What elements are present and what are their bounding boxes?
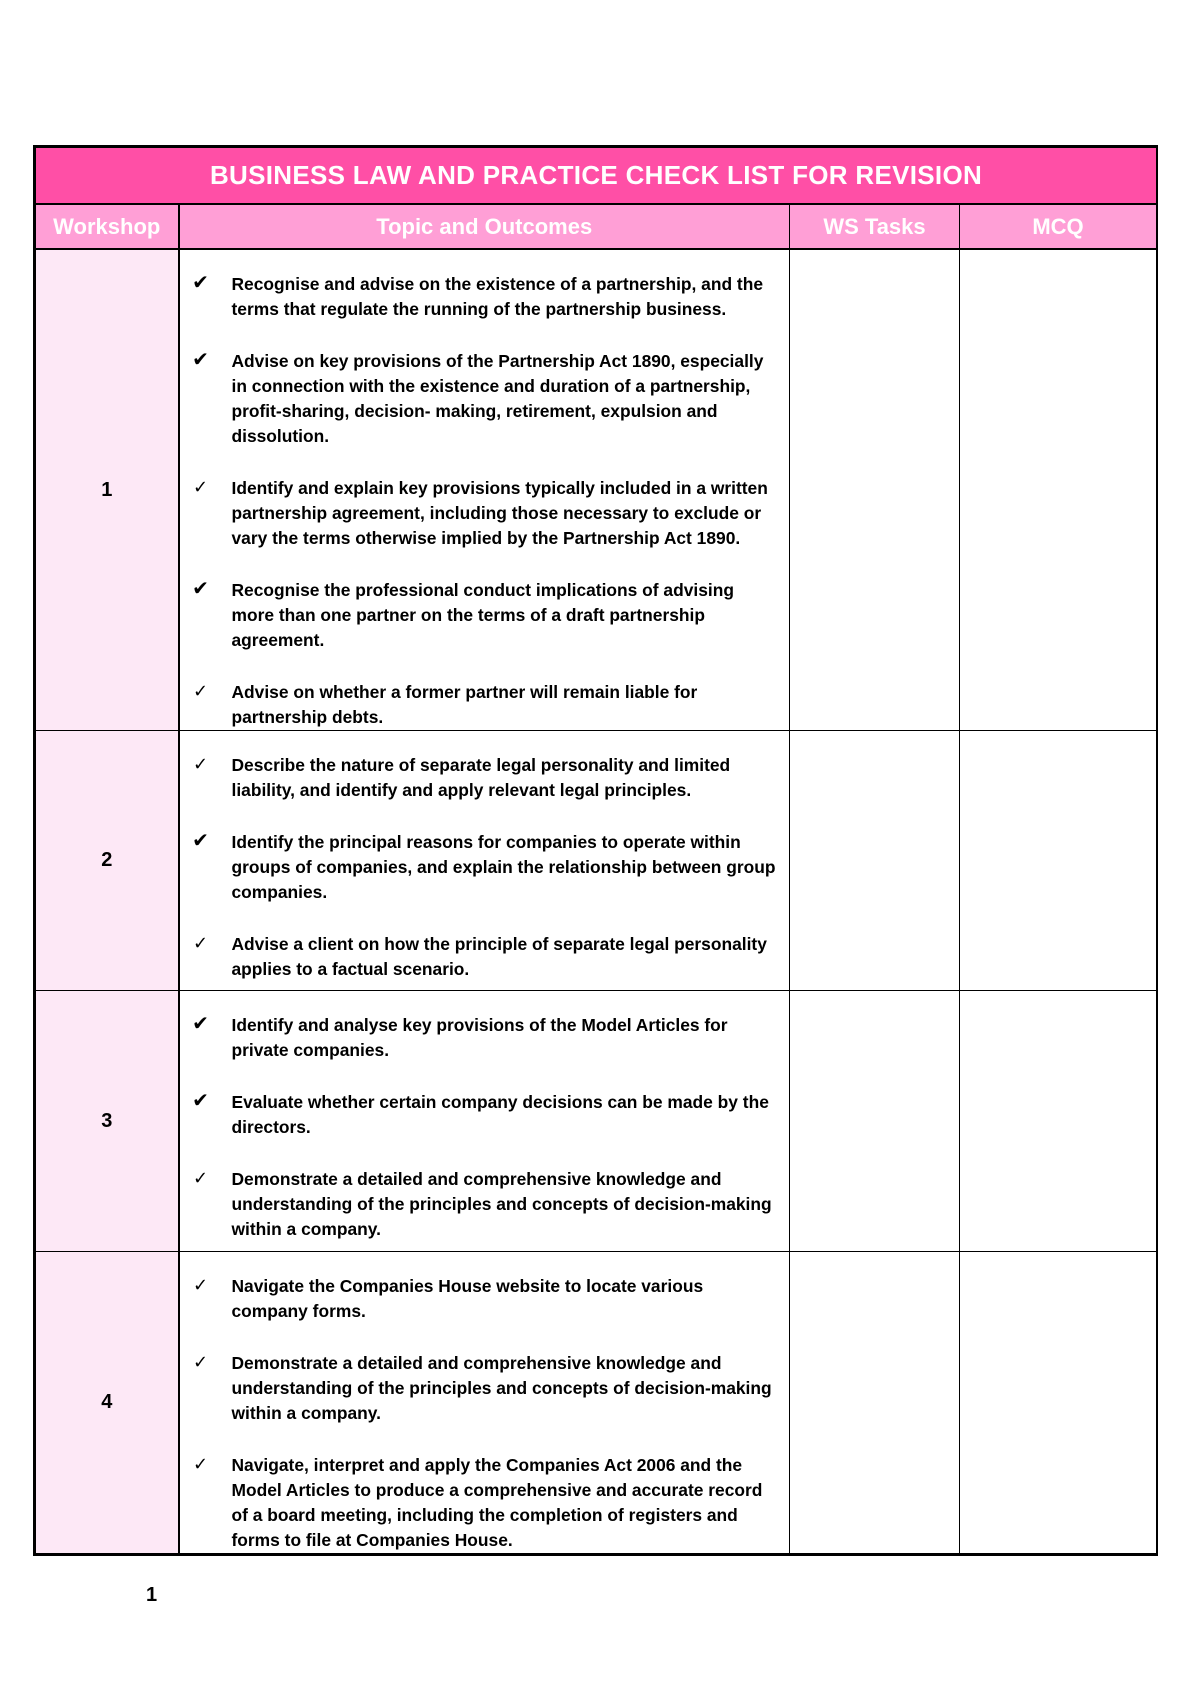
outcome-item (190, 753, 780, 803)
light-check-icon: ✓ (192, 754, 209, 774)
topic-cell (179, 991, 790, 1252)
outcome-text: Demonstrate a detailed and comprehensive knowledge and understanding of the principles and concepts of decision-making within a company. (231, 1353, 772, 1423)
heavy-check-icon: ✔ (192, 830, 209, 852)
outcome-list (190, 1013, 780, 1242)
heavy-check-icon: ✔ (192, 272, 209, 294)
header-row (36, 204, 1157, 249)
outcome-text: Advise on whether a former partner will remain liable for partnership debts. (231, 682, 698, 727)
workshop-number: 2 (36, 731, 179, 991)
outcome-item (190, 1274, 780, 1324)
ws-tasks-cell[interactable] (790, 1252, 960, 1554)
outcome-item (190, 680, 780, 730)
outcome-item (190, 1453, 780, 1553)
light-check-icon: ✓ (192, 477, 209, 497)
outcome-item (190, 272, 780, 322)
mcq-cell[interactable] (960, 1252, 1157, 1554)
heavy-check-icon: ✔ (192, 349, 209, 371)
outcome-item (190, 476, 780, 551)
outcome-text: Identify and explain key provisions typically included in a written partnership agreement, including those necessary to exclude or vary the terms otherwise implied by the Partnership Act 1890. (231, 478, 768, 548)
outcome-list (190, 753, 780, 982)
page-number: 1 (146, 1584, 158, 1606)
light-check-icon: ✓ (192, 1352, 209, 1372)
outcome-item (190, 349, 780, 449)
outcome-text: Evaluate whether certain company decisions can be made by the directors. (231, 1092, 769, 1137)
outcome-text: Navigate, interpret and apply the Companies Act 2006 and the Model Articles to produce a comprehensive and accurate record of a board meeting, including the completion of registers and forms to file at Companies House. (231, 1455, 763, 1550)
workshop-row-3 (36, 991, 1157, 1252)
header-mcq: MCQ (960, 204, 1157, 249)
outcome-text: Recognise the professional conduct implications of advising more than one partner on the terms of a draft partnership agreement. (231, 580, 734, 650)
ws-tasks-cell[interactable] (790, 731, 960, 991)
topic-cell (179, 731, 790, 991)
workshop-row-2 (36, 731, 1157, 991)
checklist-sheet (33, 145, 1158, 1556)
ws-tasks-cell[interactable] (790, 249, 960, 731)
outcome-text: Advise a client on how the principle of separate legal personality applies to a factual scenario. (231, 934, 767, 979)
outcome-item (190, 932, 780, 982)
workshop-number: 4 (36, 1252, 179, 1554)
topic-cell (179, 249, 790, 731)
ws-tasks-cell[interactable] (790, 991, 960, 1252)
light-check-icon: ✓ (192, 933, 209, 953)
outcome-list (190, 1274, 780, 1553)
outcome-item (190, 1090, 780, 1140)
outcome-text: Describe the nature of separate legal personality and limited liability, and identify and apply relevant legal principles. (231, 755, 731, 800)
light-check-icon: ✓ (192, 681, 209, 701)
outcome-item (190, 578, 780, 653)
topic-cell (179, 1252, 790, 1554)
checklist-table (35, 147, 1157, 1554)
mcq-cell[interactable] (960, 991, 1157, 1252)
header-ws-tasks: WS Tasks (790, 204, 960, 249)
outcome-item (190, 830, 780, 905)
header-workshop: Workshop (36, 204, 179, 249)
outcome-text: Navigate the Companies House website to locate various company forms. (231, 1276, 704, 1321)
mcq-cell[interactable] (960, 731, 1157, 991)
heavy-check-icon: ✔ (192, 578, 209, 600)
outcome-list (190, 272, 780, 730)
workshop-number: 3 (36, 991, 179, 1252)
heavy-check-icon: ✔ (192, 1013, 209, 1035)
light-check-icon: ✓ (192, 1275, 209, 1295)
outcome-item (190, 1351, 780, 1426)
outcome-item (190, 1167, 780, 1242)
workshop-row-4 (36, 1252, 1157, 1554)
workshop-number: 1 (36, 249, 179, 731)
mcq-cell[interactable] (960, 249, 1157, 731)
outcome-text: Recognise and advise on the existence of a partnership, and the terms that regulate the running of the partnership business. (231, 274, 764, 319)
heavy-check-icon: ✔ (192, 1090, 209, 1112)
header-topic: Topic and Outcomes (179, 204, 790, 249)
outcome-text: Demonstrate a detailed and comprehensive knowledge and understanding of the principles and concepts of decision-making within a company. (231, 1169, 772, 1239)
outcome-item (190, 1013, 780, 1063)
light-check-icon: ✓ (192, 1168, 209, 1188)
workshop-row-1 (36, 249, 1157, 731)
light-check-icon: ✓ (192, 1454, 209, 1474)
outcome-text: Identify the principal reasons for companies to operate within groups of companies, and explain the relationship between group companies. (231, 832, 776, 902)
document-title: BUSINESS LAW AND PRACTICE CHECK LIST FOR REVISION (36, 148, 1157, 205)
outcome-text: Identify and analyse key provisions of the Model Articles for private companies. (231, 1015, 728, 1060)
outcome-text: Advise on key provisions of the Partnership Act 1890, especially in connection with the existence and duration of a partnership, profit-sharing, decision- making, retirement, expulsion and dissolution. (231, 351, 764, 446)
